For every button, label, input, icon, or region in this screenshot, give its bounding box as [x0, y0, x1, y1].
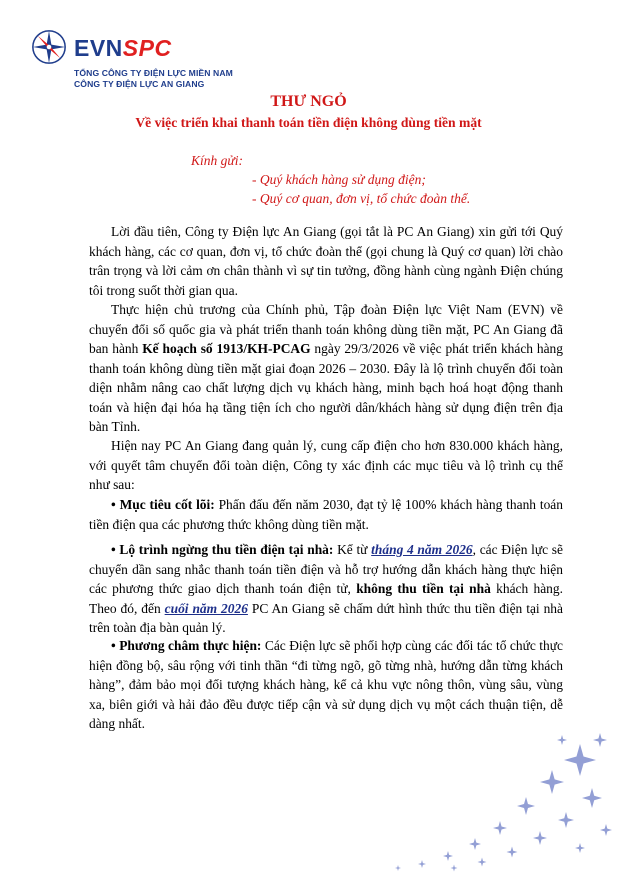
paragraph-plan-part1: Thực hiện chủ trương của Chính phủ, Tập đoàn Điện lực Việt Nam (EVN) về chuyển đổi số quốc gia và phát triển thanh toán không dùng tiền mặt, PC An Giang đã ban hành [89, 302, 563, 356]
logo-wordmark [74, 36, 172, 60]
no-home-collection-text: không thu tiền tại nhà [356, 581, 491, 596]
paragraph-plan [89, 300, 563, 437]
bullet-glyph: • [111, 542, 116, 557]
recipient-organizations: - Quý cơ quan, đơn vị, tổ chức đoàn thể. [252, 191, 471, 206]
evn-star-logo-icon [30, 28, 68, 66]
bullet-motto-text: Các Điện lực sẽ phối hợp cùng các đối tác tổ chức thực hiện đồng bộ, sâu rộng với tinh thần “đi từng ngõ, gõ từng nhà, hướng dẫn từng khách hàng”, đảm bảo mọi đối tượng khách hàng, kể cả khu vực nông thôn, vùng sâu, vùng xa, biên giới và hải đảo đều được tiếp cận và sử dụng dịch vụ một cách thuận tiện, dễ dàng nhất. [89, 638, 563, 731]
paragraph-current-status: Hiện nay PC An Giang đang quản lý, cung cấp điện cho hơn 830.000 khách hàng, với quyết tâm chuyển đổi toàn diện, Công ty xác định các mục tiêu và lộ trình cụ thể như sau: [89, 438, 563, 492]
bullet-core-goal-text: Phấn đấu đến năm 2030, đạt tỷ lệ 100% khách hàng thanh toán tiền điện qua các phương thức không dùng tiền mặt. [89, 497, 563, 532]
bullet-core-goal-lead: Mục tiêu cốt lõi: [119, 497, 215, 512]
roadmap-start-date: tháng 4 năm 2026 [371, 542, 473, 557]
paragraph-plan-part2: ngày 29/3/2026 về việc phát triển khách hàng thanh toán không dùng tiền mặt giai đoạn 2026 – 2030. Đây là lộ trình chuyển đổi toàn diện nhằm nâng cao chất lượng dịch vụ khách hàng, minh bạch hoá hoạt động thanh toán và hiện đại hóa hạ tầng tiện ích cho người dân/khách hàng sử dụng điện trên địa bàn Tỉnh. [89, 341, 563, 434]
bullet-roadmap-text1: Kể từ [333, 542, 372, 557]
org-name-line2: CÔNG TY ĐIỆN LỰC AN GIANG [74, 79, 205, 89]
roadmap-end-date: cuối năm 2026 [164, 600, 248, 616]
bullet-core-goal [89, 495, 563, 534]
recipient-customers: - Quý khách hàng sử dụng điện; [252, 172, 426, 187]
bullet-roadmap [89, 540, 563, 638]
bullet-motto-lead: Phương châm thực hiện: [119, 638, 262, 653]
logo-evn-text: EVN [74, 35, 123, 61]
salutation: Kính gửi: [191, 153, 243, 168]
letter-subtitle: Về việc triển khai thanh toán tiền điện không dùng tiền mặt [135, 115, 482, 130]
bullet-roadmap-lead: Lộ trình ngừng thu tiền điện tại nhà: [119, 542, 334, 557]
logo-spc-text: SPC [122, 35, 172, 61]
bullet-glyph: • [111, 497, 116, 512]
decorative-stars-icon [330, 720, 617, 873]
bullet-roadmap-text2: , các Điện lực sẽ chuyển dần sang nhắc thanh toán tiền điện và hỗ trợ hướng dẫn khách hàng thực hiện các phương thức giao dịch thanh toán điện tử, [89, 542, 563, 596]
bullet-roadmap-text4: PC An Giang sẽ chấm dứt hình thức thu tiền điện tại nhà trên toàn địa bàn quản lý. [89, 600, 563, 635]
bullet-roadmap-text3: khách hàng. Theo đó, đến [89, 581, 563, 616]
plan-reference: Kế hoạch số 1913/KH-PCAG [142, 341, 311, 356]
letter-title: THƯ NGỎ [270, 93, 347, 110]
bullet-glyph: • [111, 638, 116, 653]
bullet-motto [89, 636, 563, 734]
company-logo [30, 28, 290, 98]
paragraph-intro: Lời đầu tiên, Công ty Điện lực An Giang (gọi tắt là PC An Giang) xin gửi tới Quý khách hàng, các cơ quan, đơn vị, tổ chức đoàn thể (gọi chung là Quý cơ quan) lời chào trân trọng và lời cảm ơn chân thành vì sự tin tưởng, đồng hành cùng ngành Điện chúng tôi trong suốt thời gian qua. [89, 224, 563, 298]
org-name-line1: TỔNG CÔNG TY ĐIỆN LỰC MIỀN NAM [74, 68, 233, 78]
